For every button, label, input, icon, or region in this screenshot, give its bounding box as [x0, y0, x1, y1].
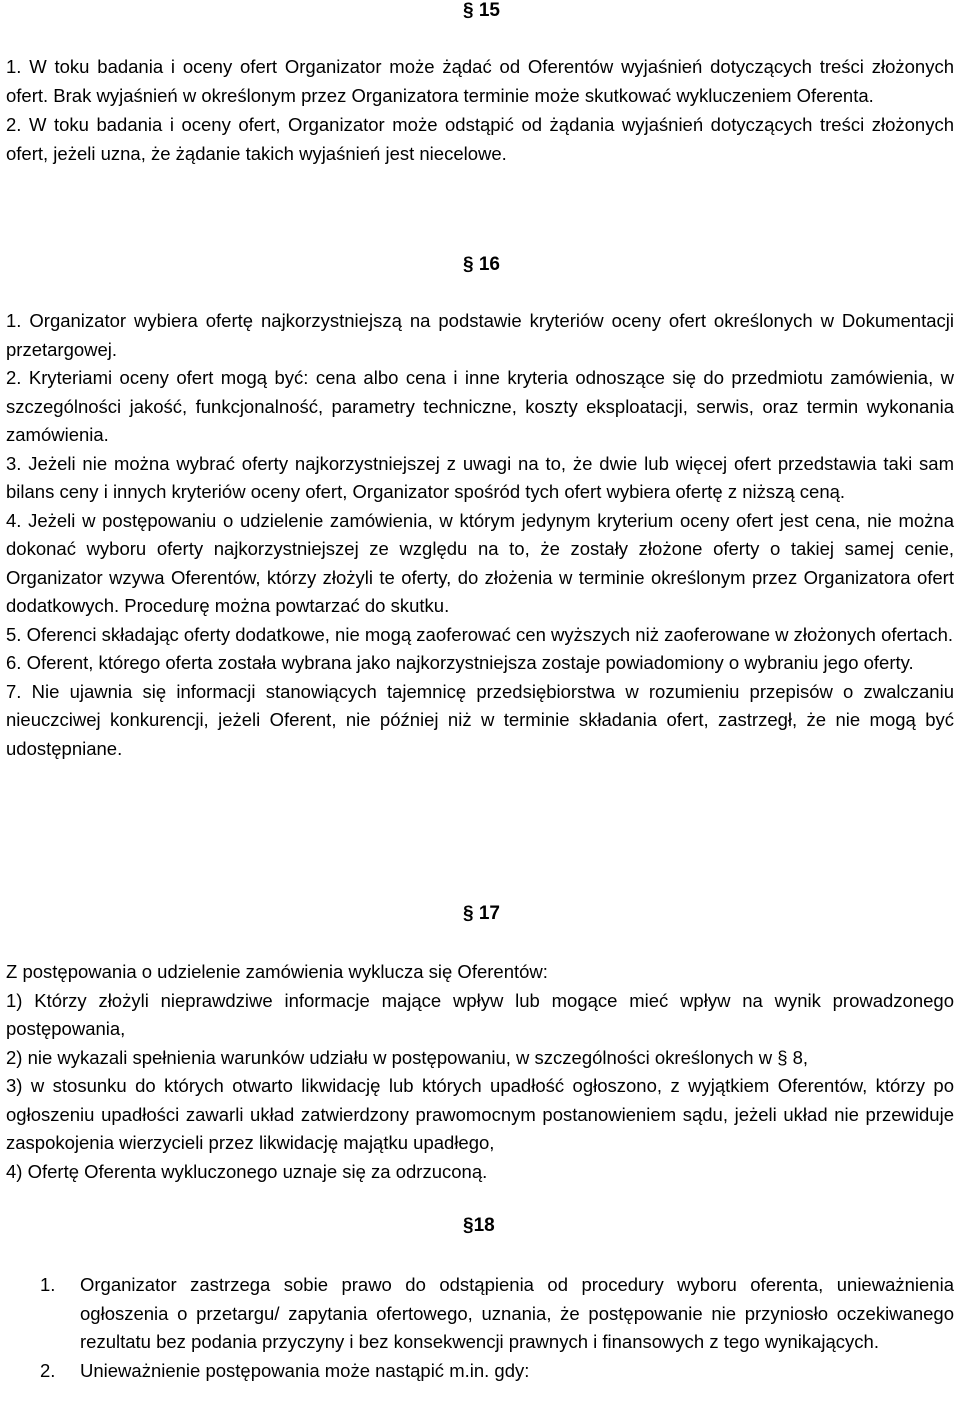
section-18-item-1 — [6, 1271, 954, 1357]
section-18-item-2 — [6, 1357, 954, 1386]
section-15-body — [6, 52, 954, 168]
section-16-paragraph-3: 3. Jeżeli nie można wybrać oferty najkorzystniejszej z uwagi na to, że dwie lub więcej ofert przedstawia taki sam bilans ceny i innych kryteriów oceny ofert, Organizator spośród tych ofert wybiera ofertę z niższą ceną. — [6, 452, 954, 502]
section-17-heading: § 17 — [463, 903, 500, 924]
section-15-paragraph-2: 2. W toku badania i oceny ofert, Organizator może odstąpić od żądania wyjaśnień dotyczących treści złożonych ofert, jeżeli uzna, że żądanie takich wyjaśnień jest niecelowe. — [6, 114, 954, 164]
section-16-paragraph-6: 6. Oferent, którego oferta została wybrana jako najkorzystniejsza zostaje powiadomiony o wybraniu jego oferty. — [6, 652, 914, 673]
section-16-paragraph-5: 5. Oferenci składając oferty dodatkowe, nie mogą zaoferować cen wyższych niż zaoferowane w złożonych ofertach. — [6, 623, 954, 645]
section-15-paragraph-1: 1. W toku badania i oceny ofert Organizator może żądać od Oferentów wyjaśnień dotyczących treści złożonych ofert. Brak wyjaśnień w określonym przez Organizatora terminie może skutkować wykluczeniem Oferenta. — [6, 56, 954, 106]
section-17-body — [6, 958, 954, 1186]
section-18-item-number: 1. — [40, 1274, 56, 1295]
section-18-list — [6, 1271, 954, 1385]
section-16-paragraph-4: 4. Jeżeli w postępowaniu o udzielenie zamówienia, w którym jedynym kryterium oceny ofert jest cena, nie można dokonać wyboru oferty najkorzystniejszej ze względu na to, że zostały złożone oferty o takiej samej cenie, Organizator wzywa Oferentów, którzy złożyli te oferty, do złożenia w terminie określonym przez Organizatora ofert dodatkowych. Procedurę można powtarzać do skutku. — [6, 509, 954, 616]
section-16-paragraph-7: 7. Nie ujawnia się informacji stanowiących tajemnicę przedsiębiorstwa w rozumieniu przepisów o zwalczaniu nieuczciwej konkurencji, jeżeli Oferent, nie później niż w terminie składania ofert, zastrzegł, że nie mogą być udostępniane. — [6, 680, 954, 759]
section-18-item-number: 2. — [40, 1359, 56, 1381]
section-16-paragraph-1: 1. Organizator wybiera ofertę najkorzystniejszą na podstawie kryteriów oceny ofert określonych w Dokumentacji przetargowej. — [6, 310, 954, 360]
section-15-heading: § 15 — [463, 0, 500, 21]
section-18-item-text: Organizator zastrzega sobie prawo do odstąpienia od procedury wyboru oferenta, unieważnienia ogłoszenia o przetargu/ zapytania ofertowego, uznania, że postępowanie nie przyniosło oczekiwanego rezultatu bez podania przyczyny i bez konsekwencji prawnych i finansowych z tego wynikających. — [80, 1274, 954, 1352]
section-17-item-1: 1) Którzy złożyli nieprawdziwe informacje mające wpływ lub mogące mieć wpływ na wynik prowadzonego postępowania, — [6, 989, 954, 1039]
section-17-intro: Z postępowania o udzielenie zamówienia wyklucza się Oferentów: — [6, 961, 548, 982]
section-16-paragraph-2: 2. Kryteriami oceny ofert mogą być: cena albo cena i inne kryteria odnoszące się do przedmiotu zamówienia, w szczególności jakość, funkcjonalność, parametry techniczne, koszty eksploatacji, serwis, oraz termin wykonania zamówienia. — [6, 367, 954, 445]
section-16-heading: § 16 — [463, 254, 500, 275]
section-17-item-4: 4) Ofertę Oferenta wykluczonego uznaje się za odrzuconą. — [6, 1160, 488, 1182]
section-18-heading: §18 — [463, 1215, 495, 1236]
section-17-item-2: 2) nie wykazali spełnienia warunków udziału w postępowaniu, w szczególności określonych w § 8, — [6, 1046, 809, 1068]
section-18-item-text: Unieważnienie postępowania może nastąpić m.in. gdy: — [80, 1359, 530, 1381]
section-16-body — [6, 307, 954, 763]
section-17-item-3: 3) w stosunku do których otwarto likwidację lub których upadłość ogłoszono, z wyjątkiem Oferentów, którzy po ogłoszeniu upadłości zawarli układ zatwierdzony prawomocnym postanowieniem sądu, jeżeli układ nie przewiduje zaspokojenia wierzycieli przez likwidację majątku upadłego, — [6, 1075, 954, 1153]
